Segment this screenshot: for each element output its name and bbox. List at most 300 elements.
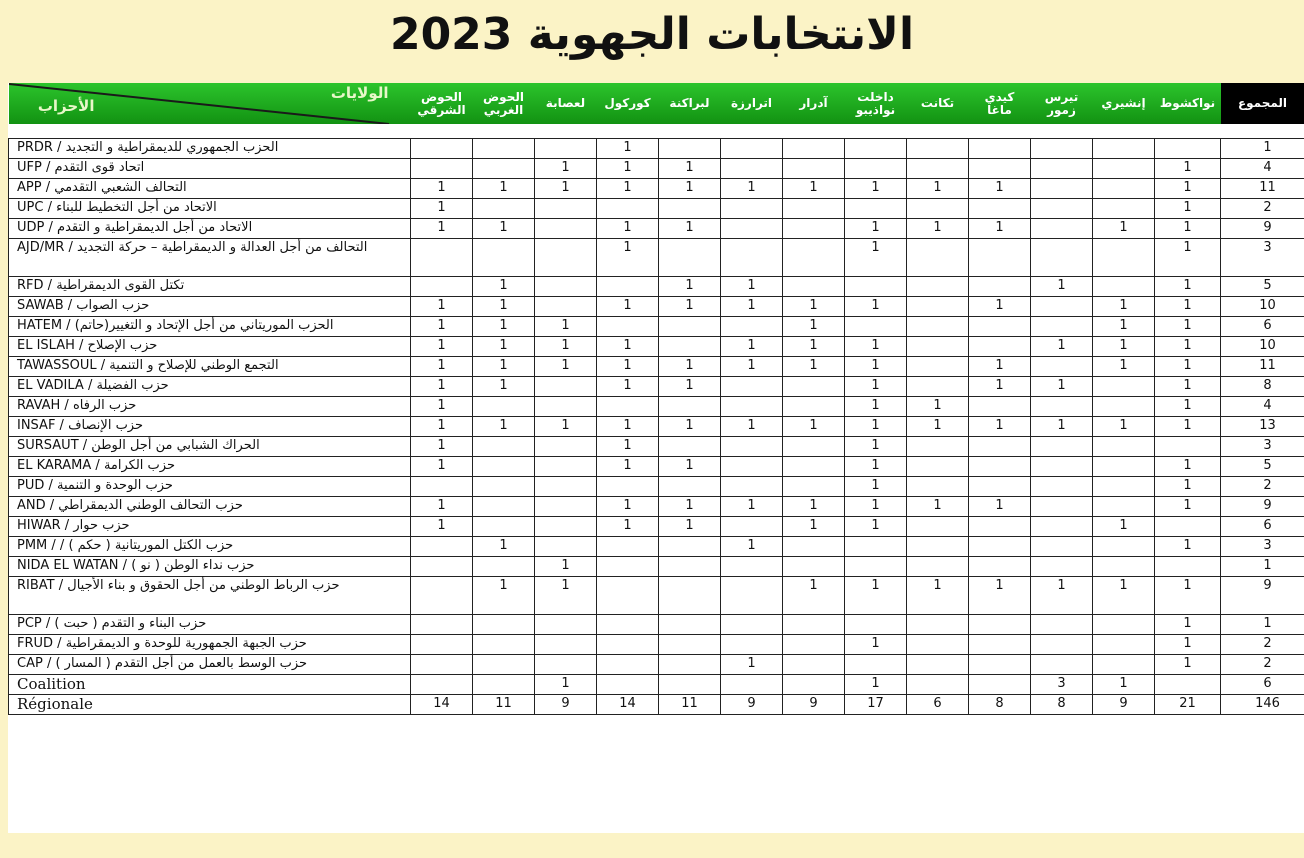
state-column-header-line: ماغا [987, 102, 1012, 117]
seat-cell: 1 [1155, 457, 1221, 477]
seat-cell: 1 [473, 219, 535, 239]
state-column-header [411, 83, 473, 124]
seat-cell: 1 [597, 377, 659, 397]
party-code: APP / [17, 180, 51, 195]
party-name: حزب الوسط بالعمل من أجل التقدم ( المسار ) [55, 656, 308, 671]
seat-cell: 1 [907, 577, 969, 615]
party-code: FRUD / [17, 636, 62, 651]
seat-cell: 1 [659, 417, 721, 437]
seat-cell [411, 477, 473, 497]
party-name: الحزب الموريتاني من أجل الإتحاد و التغيير(حاتم) [74, 318, 334, 333]
seat-cell [1031, 357, 1093, 377]
seat-cell [1093, 397, 1155, 417]
seat-cell: 1 [659, 179, 721, 199]
seat-cell [1093, 437, 1155, 457]
seat-cell [907, 139, 969, 159]
parties-label: الأحزاب [37, 97, 95, 115]
seat-cell [411, 159, 473, 179]
seat-cell: 1 [597, 219, 659, 239]
party-name: تكتل القوى الديمقراطية [56, 278, 185, 293]
seat-cell: 1 [411, 517, 473, 537]
seat-cell [659, 615, 721, 635]
party-code: UPC / [17, 200, 52, 215]
seat-cell [1031, 497, 1093, 517]
party-cell [9, 457, 411, 477]
seat-cell: 1 [473, 417, 535, 437]
seat-cell [969, 437, 1031, 457]
seat-cell: 1 [597, 357, 659, 377]
seat-cell [659, 675, 721, 695]
state-column-header [597, 83, 659, 124]
state-column-header [845, 83, 907, 124]
total-cell: 2 [1221, 477, 1304, 497]
total-cell: 5 [1221, 457, 1304, 477]
table-row [9, 497, 1304, 517]
seat-cell: 9 [783, 695, 845, 715]
party-name: حزب الجبهة الجمهورية للوحدة و الديمقراطية [65, 636, 307, 651]
total-cell: 5 [1221, 277, 1304, 297]
party-cell [9, 159, 411, 179]
seat-cell: 1 [1093, 517, 1155, 537]
seat-cell [1093, 159, 1155, 179]
party-cell [9, 417, 411, 437]
state-column-header-line: آدرار [799, 96, 828, 110]
seat-cell [535, 219, 597, 239]
party-code: Régionale [17, 695, 93, 713]
seat-cell [659, 139, 721, 159]
table-body [9, 124, 1304, 715]
party-code: NIDA EL WATAN / [17, 558, 128, 573]
party-cell [9, 675, 411, 695]
seat-cell: 1 [411, 337, 473, 357]
total-cell: 1 [1221, 557, 1304, 577]
seat-cell: 1 [969, 357, 1031, 377]
table-row [9, 277, 1304, 297]
party-name: التحالف الشعبي التقدمي [54, 180, 187, 195]
seat-cell: 1 [721, 537, 783, 557]
seat-cell [783, 557, 845, 577]
total-cell: 3 [1221, 537, 1304, 557]
seat-cell: 1 [721, 655, 783, 675]
seat-cell: 1 [783, 337, 845, 357]
seat-cell [845, 655, 907, 675]
seat-cell: 1 [1155, 497, 1221, 517]
seat-cell [1031, 139, 1093, 159]
seat-cell [907, 199, 969, 219]
state-column-header-line: لبراكنة [669, 96, 710, 110]
seat-cell [659, 655, 721, 675]
seat-cell [907, 297, 969, 317]
total-cell: 3 [1221, 437, 1304, 457]
party-code: CAP / [17, 656, 52, 671]
party-cell [9, 655, 411, 675]
party-cell [9, 615, 411, 635]
seat-cell: 1 [473, 537, 535, 557]
party-cell [9, 497, 411, 517]
seat-cell: 1 [845, 377, 907, 397]
seat-cell [1031, 537, 1093, 557]
seat-cell: 11 [659, 695, 721, 715]
seat-cell [597, 477, 659, 497]
party-cell [9, 377, 411, 397]
seat-cell [1031, 437, 1093, 457]
seat-cell [535, 139, 597, 159]
seat-cell: 1 [1155, 219, 1221, 239]
seat-cell: 1 [597, 139, 659, 159]
party-cell [9, 297, 411, 317]
seat-cell: 1 [721, 179, 783, 199]
total-cell: 4 [1221, 159, 1304, 179]
state-column-header-line: إنشيري [1101, 96, 1146, 110]
state-column-header [783, 83, 845, 124]
seat-cell [597, 655, 659, 675]
total-cell: 4 [1221, 397, 1304, 417]
seat-cell [659, 477, 721, 497]
party-name: اتحاد قوى التقدم [54, 160, 145, 175]
seat-cell [969, 159, 1031, 179]
party-name: حزب الفضيلة [96, 378, 169, 393]
seat-cell: 1 [659, 159, 721, 179]
seat-cell: 1 [597, 337, 659, 357]
seat-cell: 1 [535, 357, 597, 377]
party-cell [9, 557, 411, 577]
seat-cell [907, 477, 969, 497]
seat-cell [535, 537, 597, 557]
party-name: حزب الصواب [76, 298, 150, 313]
seat-cell: 1 [597, 437, 659, 457]
seat-cell: 1 [1155, 199, 1221, 219]
seat-cell: 1 [907, 397, 969, 417]
seat-cell [907, 239, 969, 277]
party-name: حزب التحالف الوطني الديمقراطي [58, 498, 243, 513]
seat-cell: 1 [969, 377, 1031, 397]
seat-cell: 1 [597, 297, 659, 317]
seat-cell [969, 675, 1031, 695]
seat-cell: 1 [411, 317, 473, 337]
table-row [9, 437, 1304, 457]
party-cell [9, 397, 411, 417]
seat-cell [907, 457, 969, 477]
seat-cell [1093, 537, 1155, 557]
seat-cell: 1 [411, 297, 473, 317]
seat-cell [845, 199, 907, 219]
seat-cell: 1 [535, 159, 597, 179]
seat-cell: 1 [535, 317, 597, 337]
party-name: الحراك الشبابي من أجل الوطن [91, 438, 260, 453]
total-cell: 1 [1221, 615, 1304, 635]
party-name: حزب الإصلاح [87, 338, 158, 353]
seat-cell: 8 [1031, 695, 1093, 715]
seat-cell: 1 [845, 497, 907, 517]
seat-cell [411, 675, 473, 695]
seat-cell: 1 [659, 457, 721, 477]
seat-cell [907, 277, 969, 297]
seat-cell [473, 635, 535, 655]
seat-cell [783, 377, 845, 397]
seat-cell [1031, 219, 1093, 239]
seat-cell: 1 [721, 337, 783, 357]
seat-cell: 1 [969, 297, 1031, 317]
seat-cell: 1 [659, 497, 721, 517]
seat-cell: 1 [1093, 297, 1155, 317]
page-title: الانتخابات الجهوية 2023 [389, 9, 915, 60]
seat-cell [473, 199, 535, 219]
seat-cell: 1 [845, 179, 907, 199]
seat-cell [659, 239, 721, 277]
seat-cell [845, 615, 907, 635]
table-row [9, 557, 1304, 577]
party-name: الاتحاد من أجل التخطيط للبناء [56, 200, 217, 215]
seat-cell [721, 239, 783, 277]
seat-cell: 1 [907, 219, 969, 239]
total-cell: 1 [1221, 139, 1304, 159]
seat-cell [535, 239, 597, 277]
seat-cell [1093, 635, 1155, 655]
results-sheet [8, 83, 1304, 833]
seat-cell: 1 [473, 277, 535, 297]
state-column-header [1031, 83, 1093, 124]
seat-cell [535, 377, 597, 397]
seat-cell: 21 [1155, 695, 1221, 715]
seat-cell: 1 [907, 179, 969, 199]
party-name: حزب الوحدة و التنمية [57, 478, 173, 493]
seat-cell [969, 397, 1031, 417]
party-code: RFD / [17, 278, 53, 293]
state-column-header-line: نواذيبو [855, 102, 896, 117]
seat-cell: 1 [1155, 357, 1221, 377]
seat-cell [969, 317, 1031, 337]
seat-cell [597, 277, 659, 297]
seat-cell: 1 [845, 635, 907, 655]
seat-cell: 1 [845, 517, 907, 537]
seat-cell: 1 [1155, 417, 1221, 437]
seat-cell [969, 635, 1031, 655]
seat-cell [907, 337, 969, 357]
seat-cell: 1 [845, 457, 907, 477]
seat-cell [411, 635, 473, 655]
party-code: UFP / [17, 160, 51, 175]
seat-cell: 1 [721, 417, 783, 437]
seat-cell [1093, 615, 1155, 635]
seat-cell: 1 [969, 417, 1031, 437]
seat-cell: 1 [411, 417, 473, 437]
table-row [9, 477, 1304, 497]
seat-cell: 1 [1031, 377, 1093, 397]
seat-cell: 1 [1031, 337, 1093, 357]
seat-cell [721, 377, 783, 397]
seat-cell [969, 277, 1031, 297]
seat-cell: 1 [411, 457, 473, 477]
seat-cell [597, 199, 659, 219]
seat-cell: 3 [1031, 675, 1093, 695]
party-code: AND / [17, 498, 55, 513]
seat-cell: 1 [1155, 337, 1221, 357]
seat-cell: 1 [597, 497, 659, 517]
state-column-header [535, 83, 597, 124]
party-code: EL ISLAH / [17, 338, 84, 353]
seat-cell: 1 [1155, 577, 1221, 615]
seat-cell: 1 [845, 417, 907, 437]
seat-cell: 9 [535, 695, 597, 715]
table-row [9, 517, 1304, 537]
seat-cell [1031, 635, 1093, 655]
seat-cell [1031, 297, 1093, 317]
seat-cell: 6 [907, 695, 969, 715]
seat-cell: 1 [659, 297, 721, 317]
seat-cell [473, 557, 535, 577]
total-cell: 6 [1221, 317, 1304, 337]
seat-cell [721, 517, 783, 537]
seat-cell [535, 517, 597, 537]
seat-cell: 1 [1093, 317, 1155, 337]
seat-cell: 1 [845, 239, 907, 277]
total-cell: 8 [1221, 377, 1304, 397]
seat-cell: 1 [1155, 277, 1221, 297]
seat-cell [1031, 239, 1093, 277]
seat-cell: 1 [1031, 277, 1093, 297]
seat-cell [969, 655, 1031, 675]
seat-cell [659, 397, 721, 417]
party-cell [9, 357, 411, 377]
party-name: حزب الكرامة [103, 458, 176, 473]
seat-cell: 1 [1093, 577, 1155, 615]
seat-cell [597, 635, 659, 655]
seat-cell [1155, 139, 1221, 159]
party-cell [9, 179, 411, 199]
total-cell: 10 [1221, 297, 1304, 317]
seat-cell [535, 457, 597, 477]
table-row [9, 655, 1304, 675]
seat-cell: 1 [535, 577, 597, 615]
seat-cell [535, 297, 597, 317]
seat-cell: 1 [783, 357, 845, 377]
seat-cell [969, 537, 1031, 557]
seat-cell: 1 [1155, 615, 1221, 635]
state-column-header-line: زمور [1047, 102, 1076, 117]
seat-cell [721, 615, 783, 635]
state-column-header-line: الحوض [421, 89, 462, 104]
seat-cell [969, 199, 1031, 219]
seat-cell: 1 [783, 577, 845, 615]
seat-cell: 1 [783, 497, 845, 517]
seat-cell [783, 655, 845, 675]
seat-cell: 1 [721, 357, 783, 377]
seat-cell: 1 [1155, 317, 1221, 337]
seat-cell: 1 [535, 179, 597, 199]
seat-cell: 1 [411, 377, 473, 397]
seat-cell [783, 219, 845, 239]
seat-cell [473, 517, 535, 537]
total-cell: 146 [1221, 695, 1304, 715]
seat-cell [1031, 655, 1093, 675]
seat-cell [473, 437, 535, 457]
party-cell [9, 317, 411, 337]
seat-cell: 1 [1093, 337, 1155, 357]
seat-cell [845, 159, 907, 179]
seat-cell [969, 517, 1031, 537]
party-name: حزب الإنصاف [68, 418, 144, 433]
state-column-header [473, 83, 535, 124]
seat-cell [659, 199, 721, 219]
seat-cell: 1 [659, 377, 721, 397]
seat-cell: 1 [969, 577, 1031, 615]
seat-cell [721, 437, 783, 457]
seat-cell: 1 [411, 397, 473, 417]
seat-cell [969, 457, 1031, 477]
table-row [9, 297, 1304, 317]
seat-cell: 1 [1155, 635, 1221, 655]
seat-cell [473, 615, 535, 635]
table-row [9, 139, 1304, 159]
seat-cell [907, 159, 969, 179]
seat-cell [1093, 477, 1155, 497]
seat-cell [907, 357, 969, 377]
seat-cell [721, 317, 783, 337]
party-name: الحزب الجمهوري للديمقراطية و التجديد [65, 140, 279, 155]
state-column-header-line: الشرقي [417, 102, 466, 117]
state-column-header [969, 83, 1031, 124]
seat-cell: 8 [969, 695, 1031, 715]
seat-cell [721, 577, 783, 615]
state-column-header-line: الحوض [483, 89, 524, 104]
seat-cell [969, 615, 1031, 635]
seat-cell [783, 397, 845, 417]
seat-cell: 1 [1093, 219, 1155, 239]
seat-cell: 1 [659, 357, 721, 377]
total-cell: 9 [1221, 497, 1304, 517]
seat-cell: 1 [1155, 377, 1221, 397]
table-row [9, 357, 1304, 377]
state-column-header [1093, 83, 1155, 124]
seat-cell: 1 [597, 159, 659, 179]
seat-cell [1031, 159, 1093, 179]
seat-cell [473, 159, 535, 179]
table-row [9, 159, 1304, 179]
table-row [9, 199, 1304, 219]
seat-cell [411, 577, 473, 615]
party-cell [9, 239, 411, 277]
state-column-header [1155, 83, 1221, 124]
seat-cell [597, 675, 659, 695]
seat-cell [1093, 239, 1155, 277]
seat-cell: 1 [845, 297, 907, 317]
seat-cell [721, 199, 783, 219]
seat-cell [783, 437, 845, 457]
seat-cell: 1 [845, 477, 907, 497]
seat-cell [969, 337, 1031, 357]
table-row [9, 239, 1304, 277]
seat-cell: 1 [783, 417, 845, 437]
seat-cell: 1 [1093, 357, 1155, 377]
seat-cell [845, 537, 907, 557]
seat-cell [597, 537, 659, 557]
party-name: حزب حوار [73, 518, 130, 533]
seat-cell: 1 [969, 497, 1031, 517]
seat-cell [721, 219, 783, 239]
seat-cell: 1 [783, 179, 845, 199]
seat-cell [721, 635, 783, 655]
seat-cell: 1 [1031, 417, 1093, 437]
header-spacer-row [9, 124, 1304, 139]
seat-cell [907, 615, 969, 635]
seat-cell: 1 [783, 297, 845, 317]
seat-cell [535, 497, 597, 517]
party-code: EL VADILA / [17, 378, 93, 393]
table-row [9, 417, 1304, 437]
party-code: RAVAH / [17, 398, 69, 413]
seat-cell [535, 615, 597, 635]
seat-cell: 1 [659, 277, 721, 297]
